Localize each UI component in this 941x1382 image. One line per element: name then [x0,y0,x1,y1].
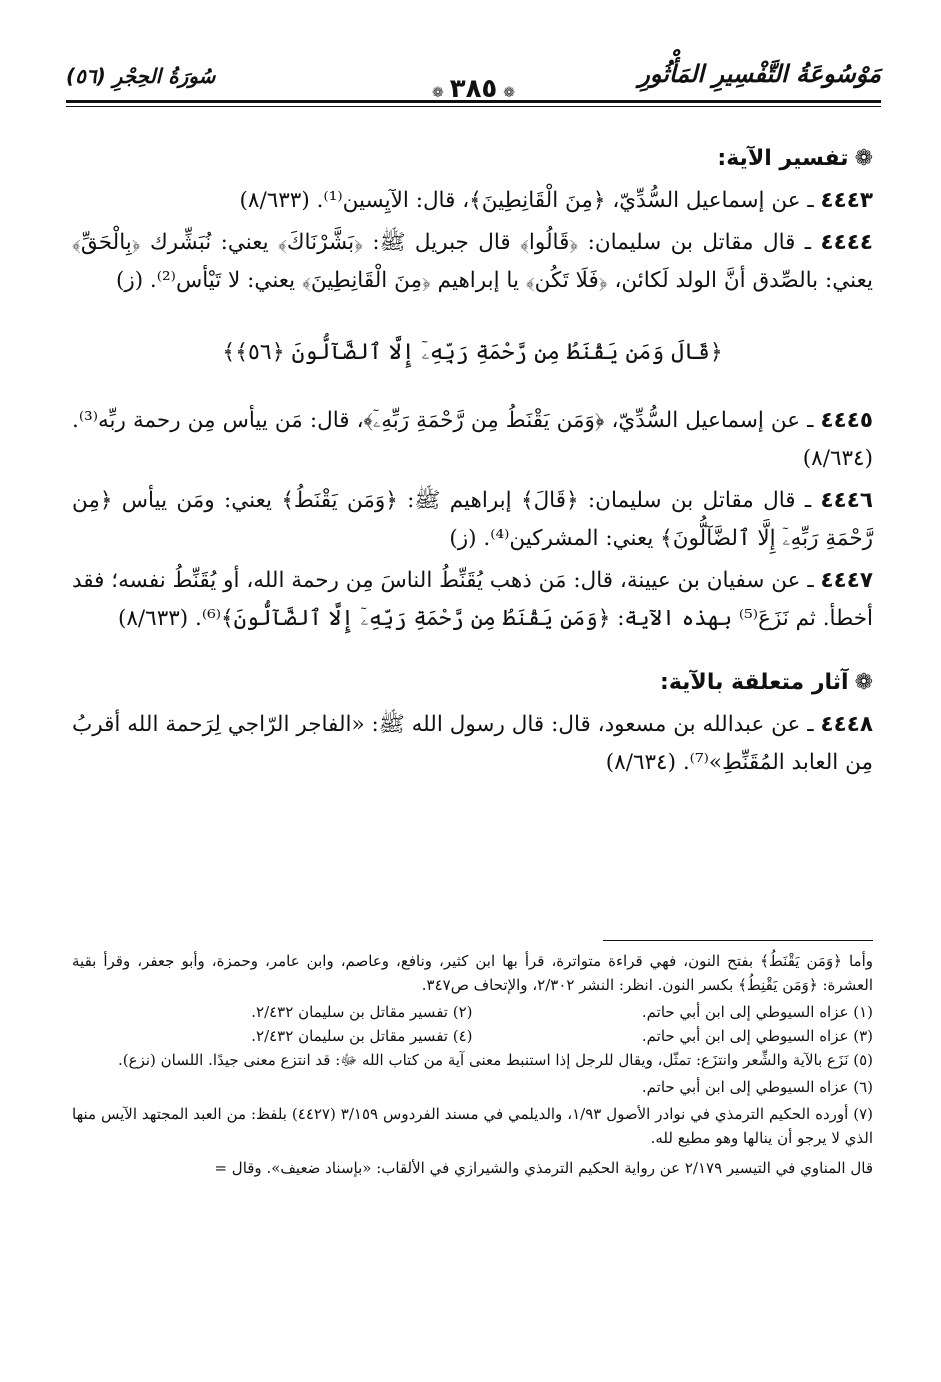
main-text [72,140,873,786]
entry-number: ٤٤٤٧ [820,568,873,593]
entry-4444 [72,224,873,300]
footnote-6: (٦) عزاه السيوطي إلى ابن أبي حاتم. [641,1078,873,1096]
entry-number: ٤٤٤٨ [820,712,873,737]
entry-number: ٤٤٤٤ [820,230,873,255]
footnote-1: (١) عزاه السيوطي إلى ابن أبي حاتم. [641,1003,873,1021]
entry-text: ـ عن إسماعيل السُّدِّيّ، ﴿مِنَ الْقَانِطِينَ﴾، قال: الآيِسين⁽¹⁾. (٨/٦٣٣) [239,188,814,213]
entry-text: ـ عن سفيان بن عيينة، قال: مَن ذهب يُقَنِّطُ الناسَ مِن رحمة الله، أو يُقَنِّطُ نفسه؛ فقد أخطأ. ثم نَزَعَ⁽⁵⁾ بهذه الآية: ﴿وَمَن يَقْنَطُ مِن رَّحْمَةِ رَبِّهِۦٓ إِلَّا ٱلضَّآلُّونَ﴾⁽⁶⁾. (٨/٦٣٣) [72,568,873,631]
entry-text: ـ عن إسماعيل السُّدِّيّ، ﴿وَمَن يَقْنَطُ مِن رَّحْمَةِ رَبِّهِۦٓ﴾، قال: مَن ييأس مِن رحمة ربِّه⁽³⁾. (٨/٦٣٤) [72,408,873,471]
footnote-row [72,1000,873,1024]
section-title-related [72,664,873,702]
page-header [66,54,881,114]
entry-4447 [72,562,873,638]
ornament-icon: ❁ [431,85,444,101]
footnote-4: (٤) تفسير مقاتل بن سليمان ٢/٤٣٢. [251,1027,473,1045]
footnote-3: (٣) عزاه السيوطي إلى ابن أبي حاتم. [641,1027,873,1045]
entry-text: ـ قال مقاتل بن سليمان: ﴿قَالَ﴾ إبراهيم ﷺ: ﴿وَمَن يَقْنَطُ﴾ يعني: ومَن ييأس ﴿مِن رَّحْمَةِ رَبِّهِۦٓ إِلَّا ٱلضَّآلُّونَ﴾ يعني: المشركين⁽⁴⁾. (ز) [72,488,873,551]
entry-4443 [72,182,873,220]
entry-4445 [72,402,873,478]
footnote-continued: قال المناوي في التيسير ٢/١٧٩ عن رواية الحكيم الترمذي والشيرازي في الألقاب: «بإسناد ضعيف». وقال = [214,1159,873,1177]
spacer [72,642,873,664]
flower-icon: ❁ [854,146,873,171]
surah-reference: سُورَةُ الحِجْرِ (٥٦) [66,64,216,88]
entry-4448 [72,706,873,782]
footnote-rule [603,940,873,941]
book-title: مَوْسُوعَةُ التَّفْسِيرِ المَأْثُورِ [638,60,881,88]
section-title-text: تفسير الآية: [717,146,849,171]
entry-4446 [72,482,873,558]
header-rule [66,100,881,103]
footnote-7: (٧) أورده الحكيم الترمذي في نوادر الأصول ١/٩٣، والديلمي في مسند الفردوس ٣/١٥٩ (٤٤٢٧) بلفظ: من العبد المجتهد الآيس منها الذي لا يرجو أن ينالها وهو مطيع لله. [72,1105,873,1147]
footnotes [72,940,873,1183]
footnote-2: (٢) تفسير مقاتل بن سليمان ٢/٤٣٢. [251,1003,473,1021]
entry-number: ٤٤٤٥ [820,408,873,433]
section-title-text: آثار متعلقة بالآية: [660,670,849,695]
ornament-icon: ❁ [503,85,516,101]
section-title-tafsir [72,140,873,178]
entry-number: ٤٤٤٣ [820,188,873,213]
header-rule-thin [66,106,881,107]
entry-text: ـ قال مقاتل بن سليمان: ﴿قَالُوا﴾ قال جبريل ﷺ: ﴿بَشَّرْنَاكَ﴾ يعني: نُبَشِّرك ﴿بِالْحَقِّ﴾ يعني: بالصِّدق أنَّ الولد لَكائن، ﴿فَلَا تَكُن﴾ يا إبراهيم ﴿مِنَ الْقَانِطِينَ﴾ يعني: لا تَيْأس⁽²⁾. (ز) [72,230,873,293]
footnote-5: (٥) نَزَع بالآية والشِّعر وانتزَع: تمثّل، ويقال للرجل إذا استنبط معنى آية من كتاب الله ﷻ: قد انتزع معنى جيدًا. اللسان (نزع). [118,1051,873,1069]
footnote-row [72,1024,873,1048]
flower-icon: ❁ [854,670,873,695]
entry-number: ٤٤٤٦ [820,488,873,513]
entry-text: ـ عن عبدالله بن مسعود، قال: قال رسول الله ﷺ: «الفاجر الرّاجي لِرَحمة الله أقربُ مِن العابد المُقَنِّطِ»⁽⁷⁾. (٨/٦٣٤) [72,712,873,775]
quran-verse: ﴿قَالَ وَمَن يَقْنَطُ مِن رَّحْمَةِ رَبِّهِۦٓ إِلَّا ٱلضَّآلُّونَ ﴿٥٦﴾﴾ [222,340,723,365]
footnote-continuation: وأما ﴿وَمَن يَقْنَطُ﴾ بفتح النون، فهي قراءة متواترة، قرأ بها ابن كثير، ونافع، وعاصم، وابن عامر، وحمزة، وأبو جعفر، وقرأ بقية العشرة: ﴿وَمَن يَقْنِطُ﴾ بكسر النون. انظر: النشر ٢/٣٠٢، والإتحاف ص٣٤٧. [72,952,873,994]
page-number-text: ٣٨٥ [449,74,498,104]
